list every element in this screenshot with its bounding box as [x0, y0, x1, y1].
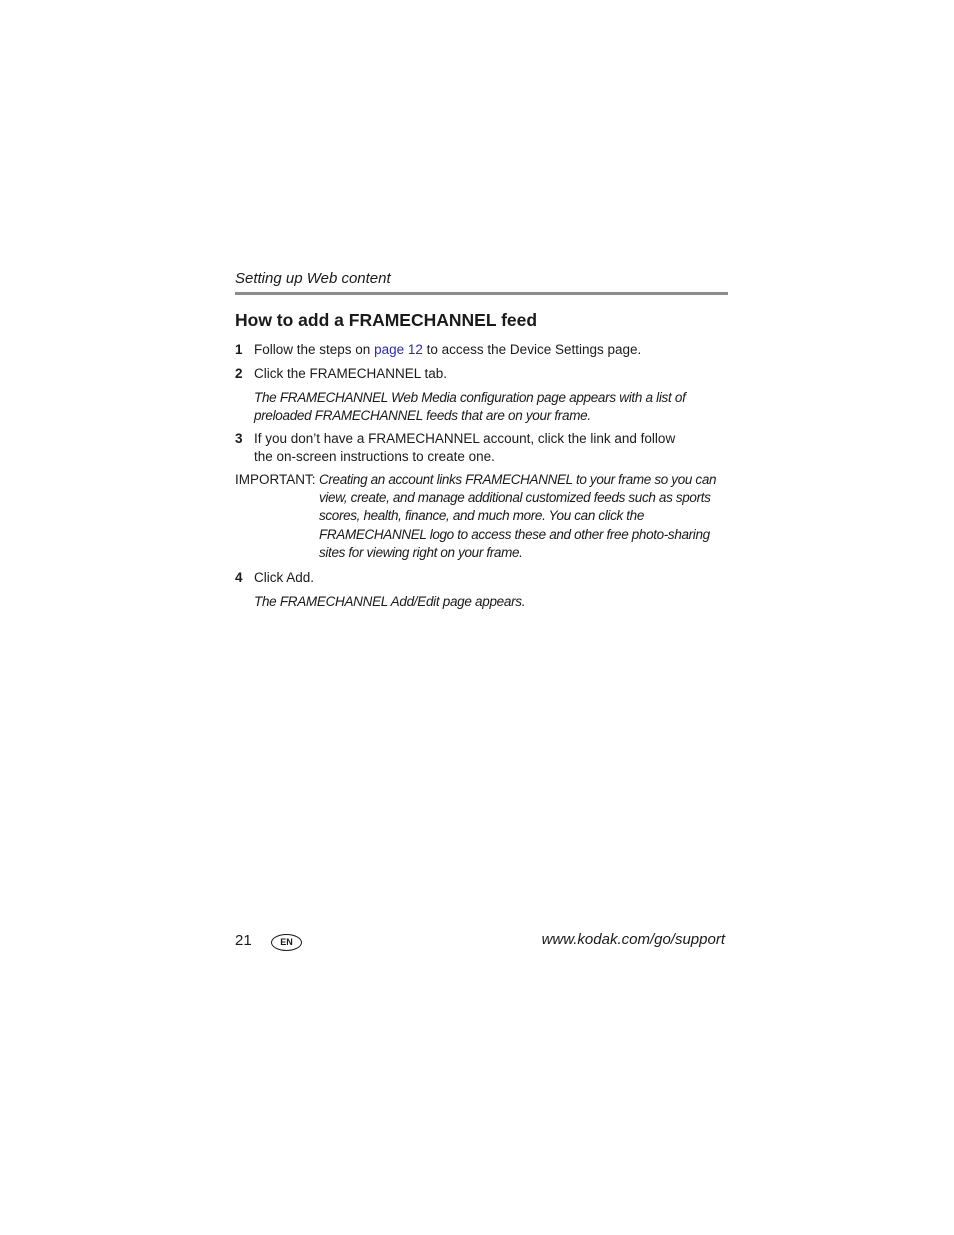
- step-number: 2: [235, 366, 243, 381]
- section-title: How to add a FRAMECHANNEL feed: [235, 310, 538, 330]
- step-number: 4: [235, 570, 243, 585]
- page-link[interactable]: page 12: [374, 342, 423, 357]
- page-number: 21: [235, 932, 252, 949]
- step-4-note: The FRAMECHANNEL Add/Edit page appears.: [254, 594, 526, 609]
- step-4: [235, 569, 728, 587]
- important-label: IMPORTANT:: [235, 472, 316, 487]
- language-badge: EN: [271, 934, 302, 951]
- support-url: www.kodak.com/go/support: [541, 931, 725, 948]
- step-3: [235, 430, 728, 466]
- step-1: [235, 341, 728, 359]
- step-number: 3: [235, 431, 243, 446]
- step-text: Click the FRAMECHANNEL tab.: [254, 366, 448, 381]
- step-text: If you don’t have a FRAMECHANNEL account, click the link and follow the on-screen instructions to create one.: [254, 431, 676, 464]
- important-text: Creating an account links FRAMECHANNEL to your frame so you can view, create, and manage additional customized feeds such as sports scores, health, finance, and much more. You can click the FRAMECHANNEL logo to access these and other free photo-sharing sites for viewing right on your frame.: [319, 472, 717, 560]
- important-callout: [235, 471, 728, 563]
- step-text: Follow the steps on page 12 to access the Device Settings page.: [254, 342, 642, 357]
- step-text: Click Add.: [254, 570, 315, 585]
- running-head: Setting up Web content: [235, 270, 391, 287]
- step-number: 1: [235, 342, 243, 357]
- step-2: [235, 365, 728, 383]
- manual-page: [235, 0, 728, 1235]
- step-2-note: The FRAMECHANNEL Web Media configuration page appears with a list of preloaded FRAMECHANNEL feeds that are on your frame.: [254, 390, 686, 423]
- header-rule: [235, 292, 728, 295]
